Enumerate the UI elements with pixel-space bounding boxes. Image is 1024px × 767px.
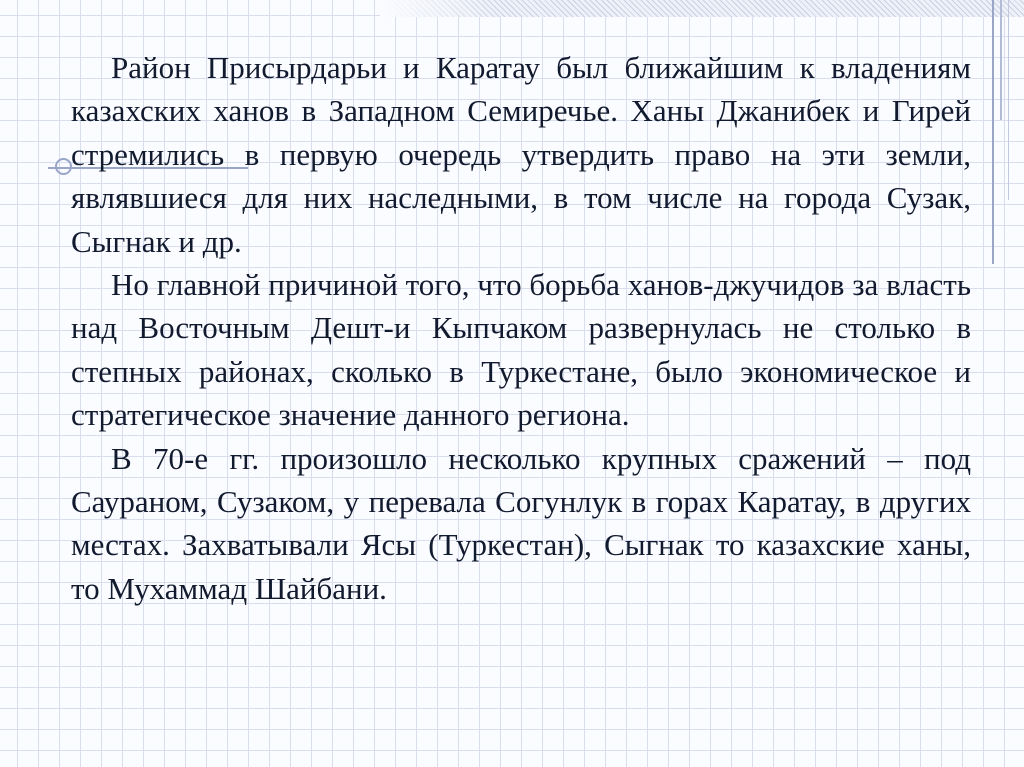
paragraph-1: Район Присырдарьи и Каратау был ближайшим к владениям казахских ханов в Западном Семиречье. Ханы Джанибек и Гирей стремились в первую очередь утвердить право на эти земли, являвшиеся для них наследными, в том числе на города Сузак, Сыгнак и др. (71, 50, 971, 259)
right-decorative-line (992, 0, 994, 264)
slide-text-body (71, 46, 971, 610)
paragraph-3: В 70-е гг. произошло несколько крупных сражений – под Саураном, Сузаком, у перевала Согунлук в горах Каратау, в других местах. Захватывали Ясы (Туркестан), Сыгнак то казахские ханы, то Мухаммад Шайбани. (71, 440, 971, 606)
top-band-fade (380, 0, 500, 17)
right-decorative-line (1000, 0, 1002, 120)
paragraph-2: Но главной причиной того, что борьба ханов-джучидов за власть над Восточным Дешт-и Кыпчаком развернулась не столько в степных районах, сколько в Туркестане, было экономическое и стратегическое значение данного региона. (71, 267, 971, 433)
right-decorative-line (1008, 0, 1009, 200)
circle-ornament-icon (55, 158, 72, 175)
